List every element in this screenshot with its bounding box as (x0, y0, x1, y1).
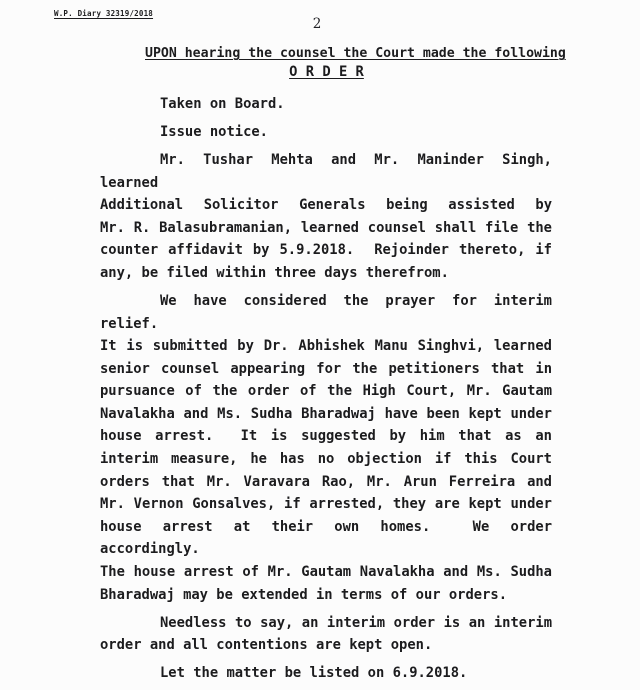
text-line: any, be filed within three days therefrom. (100, 264, 449, 281)
text-line: Mr. Vernon Gonsalves, if arrested, they are kept under (100, 496, 552, 513)
text-line: pursuance of the order of the High Court, Mr. Gautam (100, 383, 552, 400)
paragraph (100, 612, 552, 657)
text-line: Mr. Tushar Mehta and Mr. Maninder Singh, learned (100, 151, 552, 191)
paragraph (100, 121, 552, 144)
text-line: senior counsel appearing for the petitioners that in (100, 360, 552, 377)
text-line: orders that Mr. Varavara Rao, Mr. Arun Ferreira and (100, 473, 552, 490)
order-heading-line2: O R D E R (289, 64, 364, 80)
text-line: Mr. R. Balasubramanian, learned counsel shall file the (100, 219, 552, 236)
text-line: It is submitted by Dr. Abhishek Manu Singhvi, learned (100, 338, 552, 355)
text-line: Bharadwaj may be extended in terms of our orders. (100, 586, 508, 603)
order-heading (100, 46, 566, 80)
text-line: Additional Solicitor Generals being assisted by (100, 197, 552, 214)
text-line: We have considered the prayer for interim relief. (100, 292, 552, 332)
page-number: 2 (312, 16, 322, 32)
paragraph (100, 662, 552, 685)
text-line: interim measure, he has no objection if this Court (100, 451, 552, 468)
text-line: Let the matter be listed on 6.9.2018. (160, 665, 468, 682)
paragraph (100, 290, 552, 606)
text-line: Navalakha and Ms. Sudha Bharadwaj have been kept under (100, 405, 552, 422)
text-line: order and all contentions are kept open. (100, 637, 433, 654)
text-line: Taken on Board. (160, 96, 285, 112)
text-line: Issue notice. (160, 123, 268, 140)
text-line: counter affidavit by 5.9.2018. Rejoinder thereto, if (100, 242, 552, 259)
text-line: house arrest. It is suggested by him that as an (100, 428, 552, 445)
text-line: house arrest at their own homes. We order accordingly. (100, 518, 552, 558)
text-line: The house arrest of Mr. Gautam Navalakha and Ms. Sudha (100, 564, 552, 581)
paragraph (100, 93, 552, 116)
text-line: Needless to say, an interim order is an interim (160, 614, 552, 631)
order-heading-line1: UPON hearing the counsel the Court made the following (145, 46, 566, 61)
case-diary-number: W.P. Diary 32319/2018 (54, 9, 154, 18)
paragraph (100, 149, 552, 285)
order-body (100, 93, 552, 690)
